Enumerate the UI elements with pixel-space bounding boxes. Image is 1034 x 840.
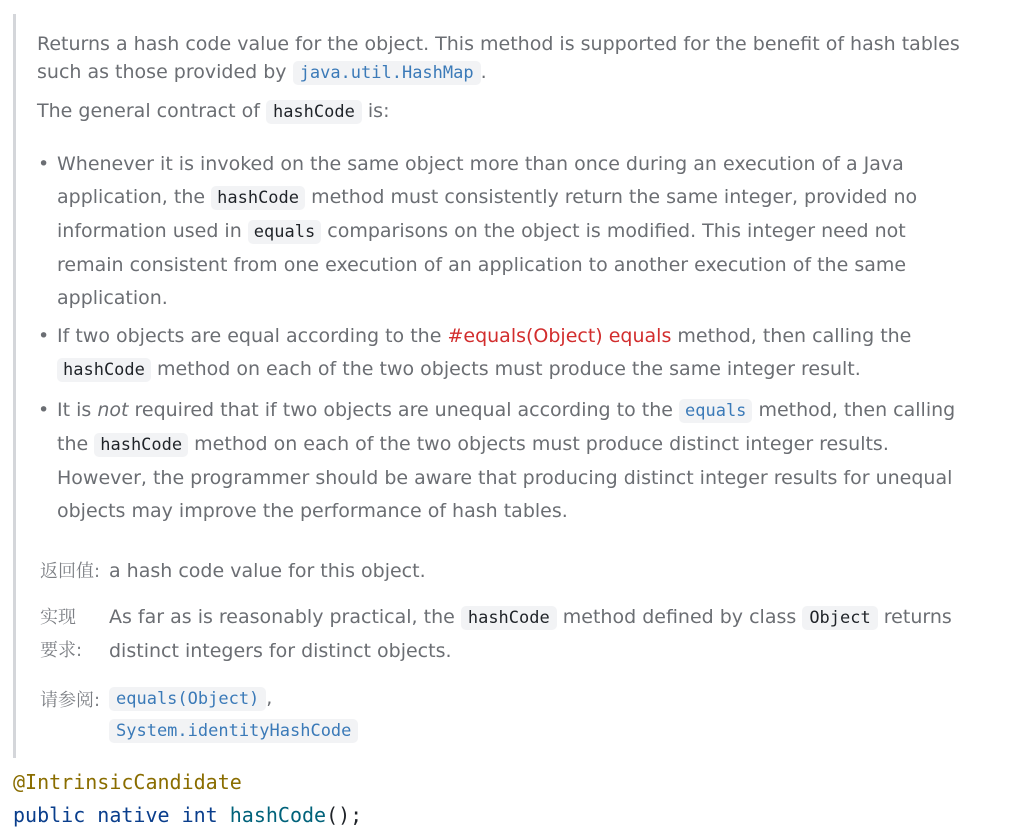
impl-code-hashcode: hashCode — [461, 606, 557, 630]
returns-value: a hash code value for this object. — [109, 560, 426, 582]
bullet-1-text-1: Whenever it is invoked on the same object more than once during an execution of a Java application, the — [57, 153, 904, 208]
bullet-1 — [57, 148, 957, 315]
bullet-1-text-3: comparisons on the object is modified. This integer need not remain consistent from one execution of an application to another execution of the same application. — [57, 220, 907, 309]
keyword-int: int — [181, 803, 218, 827]
intro-text: Returns a hash code value for the object. This method is supported for the benefit of hash tables — [37, 33, 960, 55]
bullet-3-text-1: It is — [57, 399, 92, 421]
bullet-3-emphasis: not — [97, 399, 129, 421]
method-parens: (); — [326, 803, 363, 827]
intrinsic-annotation[interactable]: @IntrinsicCandidate — [13, 770, 242, 794]
impl-label-line-2: 要求: — [40, 640, 83, 661]
equals-object-link[interactable]: #equals(Object) equals — [447, 325, 672, 347]
bullet-3-marker: • — [38, 399, 50, 421]
intro-period: . — [480, 61, 487, 83]
hashmap-link[interactable]: java.util.HashMap — [293, 61, 481, 85]
see-also-row-2 — [109, 714, 358, 748]
returns-label: 返回值: — [40, 561, 101, 582]
bullet-1-code-equals: equals — [248, 220, 321, 244]
see-also-row-1 — [109, 682, 272, 716]
bullet-3-text-3: method, then calling the — [57, 399, 956, 455]
bullet-1-marker: • — [38, 153, 50, 175]
bullet-1-code-hashcode: hashCode — [211, 186, 305, 210]
impl-text-2: method defined by class — [562, 606, 797, 628]
see-also-equals-link[interactable]: equals(Object) — [109, 687, 266, 711]
bullet-2-text-2: method, then calling the — [677, 325, 912, 347]
bullet-2-text-3: method on each of the two objects must produce the same integer result. — [156, 358, 861, 380]
bullet-1-text-2: method must consistently return the same integer, provided no information used in — [57, 186, 918, 242]
contract-suffix: is: — [367, 100, 390, 122]
bullet-2-code-hashcode: hashCode — [57, 358, 151, 382]
impl-code-object: Object — [802, 606, 877, 630]
javadoc-popup — [13, 14, 1003, 758]
bullet-2-text-1: If two objects are equal according to the — [57, 325, 442, 347]
method-name[interactable]: hashCode — [229, 803, 327, 827]
bullet-3-code-hashcode: hashCode — [94, 433, 188, 457]
keyword-public: public — [13, 803, 86, 827]
intro-text-2: such as those provided by — [37, 61, 287, 83]
contract-line — [37, 97, 389, 126]
bullet-2 — [57, 320, 957, 387]
impl-label-line-1: 实现 — [40, 607, 76, 628]
keyword-native: native — [97, 803, 170, 827]
see-also-label: 请参阅: — [40, 690, 101, 711]
bullet-3-text-4: method on each of the two objects must produce distinct integer results. However, the programmer should be aware that producing distinct integer results for unequal objects may improve the performance of hash tables. — [57, 433, 953, 522]
see-also-separator: , — [266, 687, 273, 709]
bullet-3-text-2: required that if two objects are unequal according to the — [134, 399, 673, 421]
bullet-3 — [57, 394, 957, 528]
method-signature[interactable] — [13, 803, 362, 827]
intro-line-1 — [37, 30, 960, 58]
intro-line-2 — [37, 58, 487, 87]
contract-prefix: The general contract of — [37, 100, 260, 122]
contract-code: hashCode — [266, 100, 362, 124]
bullet-2-marker: • — [38, 325, 50, 347]
impl-text-3: returns distinct integers for distinct objects. — [109, 606, 952, 662]
bullet-3-equals-link[interactable]: equals — [679, 399, 752, 423]
see-also-identityhashcode-link[interactable]: System.identityHashCode — [109, 719, 358, 743]
impl-text-1: As far as is reasonably practical, the — [109, 606, 455, 628]
impl-requirement-text — [109, 601, 969, 668]
